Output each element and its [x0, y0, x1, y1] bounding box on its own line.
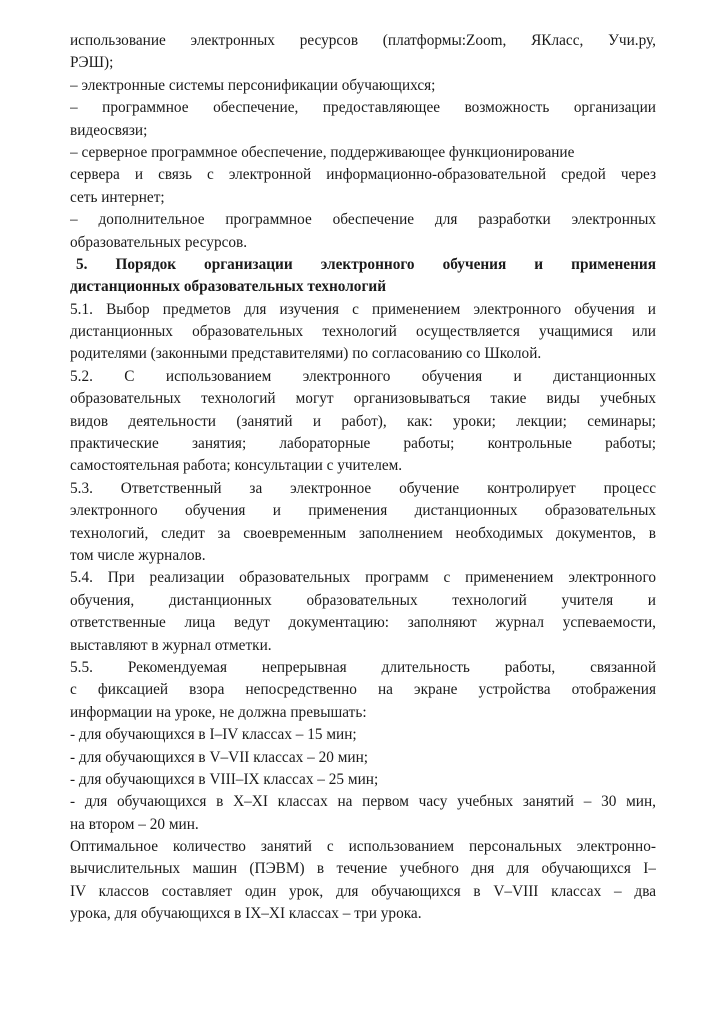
document-page [70, 30, 656, 926]
text-line: самостоятельная работа; консультации с учителем. [70, 457, 403, 475]
text-line: - для обучающихся в VIII–IX классах – 25 мин; [70, 770, 379, 788]
text-line: 5.1. Выбор предметов для изучения с применением электронного обучения и [70, 300, 656, 318]
text-line: ответственные лица ведут документацию: заполняют журнал успеваемости, [70, 614, 656, 632]
section-heading-line: дистанционных образовательных технологий [70, 278, 387, 296]
text-line: - для обучающихся в V–VII классах – 20 мин; [70, 748, 369, 766]
text-line: электронного обучения и применения дистанционных образовательных [70, 502, 656, 520]
text-line: 5.3. Ответственный за электронное обучение контролирует процесс [70, 479, 656, 497]
text-line: РЭШ); [70, 54, 114, 72]
text-line: 5.2. С использованием электронного обучения и дистанционных [70, 367, 656, 385]
section-heading-line: 5. Порядок организации электронного обучения и применения [76, 255, 656, 273]
text-line: выставляют в журнал отметки. [70, 636, 272, 654]
text-line: урока, для обучающихся в IX–XI классах – три урока. [70, 905, 422, 923]
text-line: дистанционных образовательных технологий осуществляется учащимися или [70, 323, 656, 341]
text-line: IV классов составляет один урок, для обучающихся в V–VIII классах – два [70, 882, 656, 900]
text-line: образовательных технологий могут организовываться такие виды учебных [70, 390, 656, 408]
text-line: использование электронных ресурсов (платформы:Zoom, ЯКласс, Учи.ру, [70, 32, 656, 49]
text-line: том числе журналов. [70, 546, 206, 564]
text-line: практические занятия; лабораторные работы; контрольные работы; [70, 435, 656, 453]
text-line: сеть интернет; [70, 188, 165, 206]
text-line: 5.4. При реализации образовательных программ с применением электронного [70, 569, 656, 587]
text-line: - для обучающихся в X–XI классах на первом часу учебных занятий – 30 мин, [70, 793, 656, 811]
text-line: – дополнительное программное обеспечение для разработки электронных [70, 211, 656, 229]
text-line: видов деятельности (занятий и работ), как: уроки; лекции; семинары; [70, 412, 656, 430]
text-line: с фиксацией взора непосредственно на экране устройства отображения [70, 681, 656, 699]
text-line: вычислительных машин (ПЭВМ) в течение учебного дня для обучающихся I– [70, 860, 656, 878]
text-line: - для обучающихся в I–IV классах – 15 мин; [70, 726, 357, 744]
text-line: – программное обеспечение, предоставляющее возможность организации [70, 99, 656, 117]
text-line: на втором – 20 мин. [70, 815, 199, 833]
text-line: родителями (законными представителями) по согласованию со Школой. [70, 345, 542, 363]
text-line: информации на уроке, не должна превышать: [70, 703, 367, 721]
text-line: – электронные системы персонификации обучающихся; [70, 76, 436, 94]
text-line: Оптимальное количество занятий с использованием персональных электронно- [70, 838, 656, 856]
text-line: – серверное программное обеспечение, поддерживающее функционирование [70, 143, 575, 161]
text-line: обучения, дистанционных образовательных технологий учителя и [70, 591, 656, 609]
text-line: образовательных ресурсов. [70, 233, 248, 251]
text-line: сервера и связь с электронной информационно-образовательной средой через [70, 166, 656, 184]
text-line: технологий, следит за своевременным заполнением необходимых документов, в [70, 524, 656, 542]
text-line: видеосвязи; [70, 121, 148, 139]
text-line: 5.5. Рекомендуемая непрерывная длительность работы, связанной [70, 658, 656, 676]
